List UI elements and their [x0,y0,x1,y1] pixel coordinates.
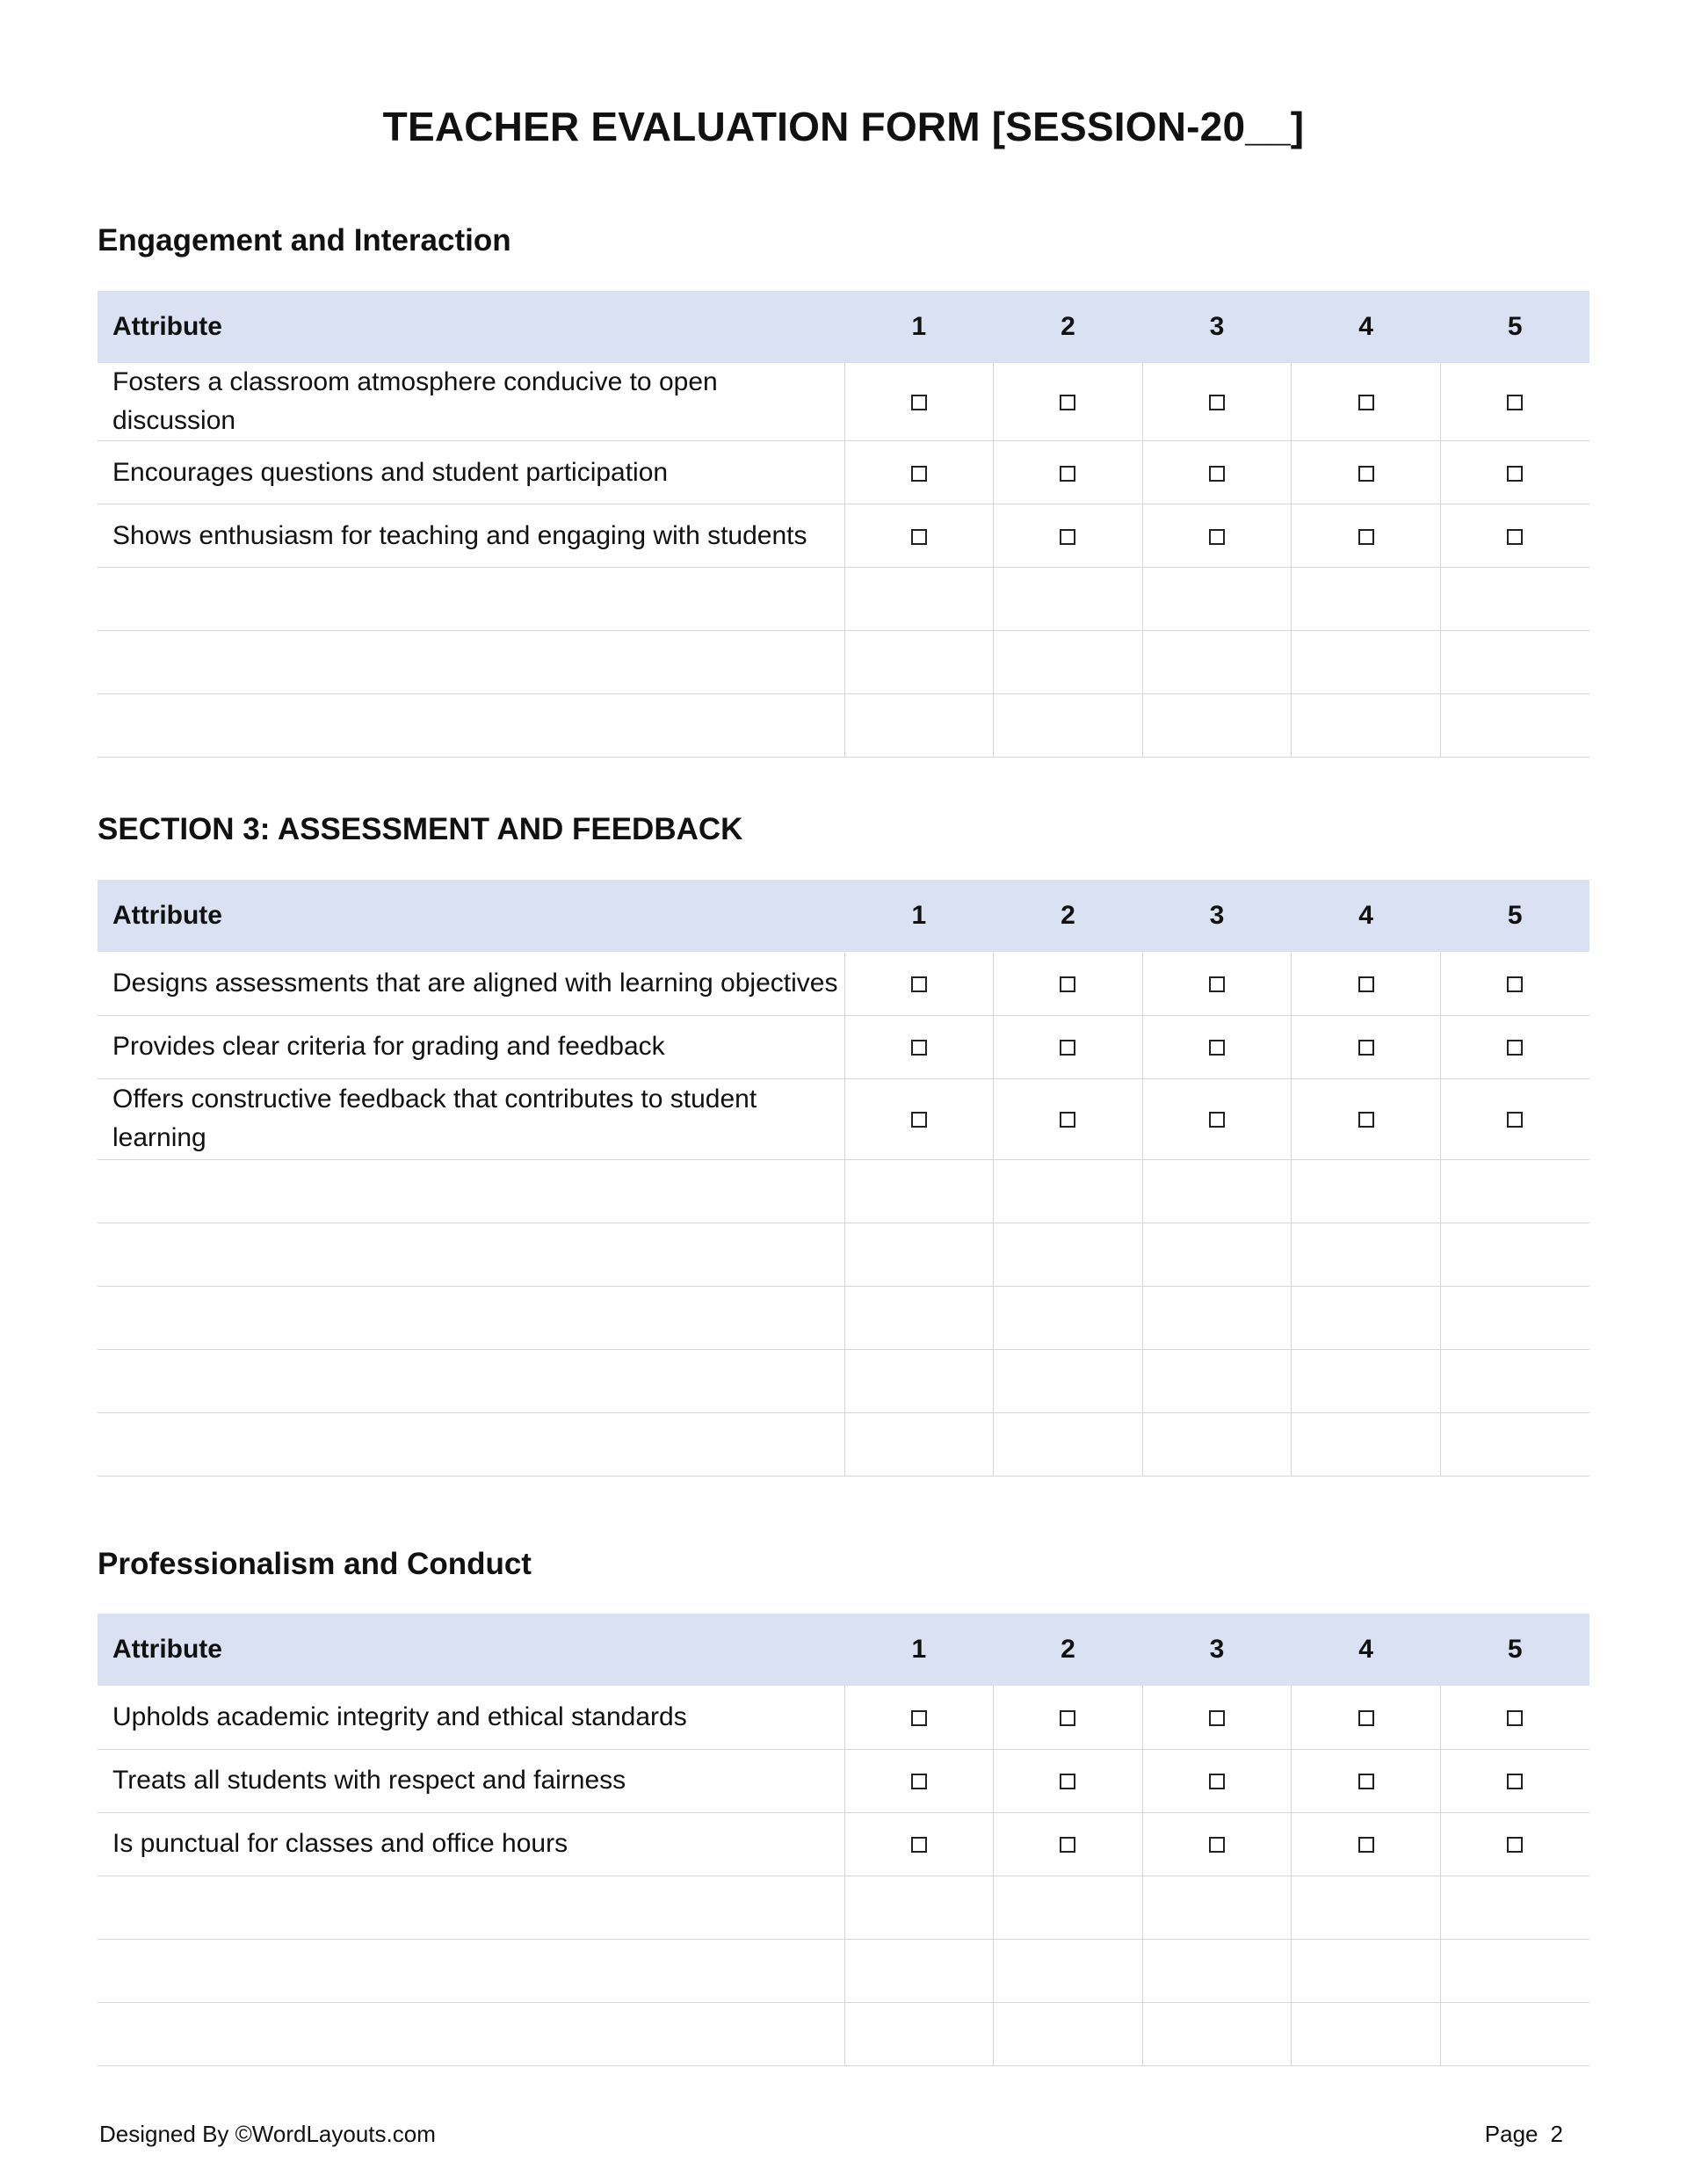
rating-4-cell [1292,1015,1441,1078]
rating-3-checkbox[interactable] [1209,1837,1225,1853]
rating-3-header: 3 [1209,1635,1225,1664]
rating-2-checkbox[interactable] [1060,1774,1075,1789]
rating-3-header: 3 [1209,312,1225,341]
attribute-text: Is punctual for classes and office hours [112,1829,568,1858]
empty-row [98,1286,1589,1349]
attribute-text: Offers constructive feedback that contributes to student learning [112,1085,757,1152]
rating-4-checkbox[interactable] [1358,529,1374,545]
table-row [98,1812,1589,1876]
empty-cell [1142,1939,1292,2002]
rating-4-cell [1292,952,1441,1015]
empty-cell [1440,1349,1589,1412]
empty-cell [1440,1939,1589,2002]
empty-attribute-cell[interactable] [98,1876,844,1939]
rating-2-cell [994,441,1143,504]
attribute-text: Provides clear criteria for grading and feedback [112,1032,665,1061]
rating-4-checkbox[interactable] [1358,1040,1374,1056]
rating-2-cell [994,952,1143,1015]
rating-5-cell [1440,1078,1589,1159]
rating-5-checkbox[interactable] [1507,1837,1523,1853]
rating-5-cell [1440,363,1589,441]
rating-1-checkbox[interactable] [911,1837,927,1853]
rating-1-checkbox[interactable] [911,1112,927,1128]
page-label: Page [1484,2121,1539,2147]
empty-cell [1292,1349,1441,1412]
attribute-column-header: Attribute [112,312,222,341]
table-row [98,363,1589,441]
empty-cell [994,1223,1143,1286]
empty-cell [1142,1876,1292,1939]
rating-1-checkbox[interactable] [911,976,927,992]
table-header-row [98,880,1589,952]
empty-cell [1142,1412,1292,1476]
rating-3-cell [1142,1686,1292,1749]
rating-2-header: 2 [1061,312,1075,341]
empty-cell [844,1412,994,1476]
rating-3-header: 3 [1209,901,1225,930]
empty-row [98,631,1589,694]
empty-cell [1440,1159,1589,1223]
empty-cell [1292,694,1441,758]
rating-1-cell [844,1812,994,1876]
assessment-table [98,880,1589,1477]
empty-cell [1292,1159,1441,1223]
rating-2-checkbox[interactable] [1060,1112,1075,1128]
rating-5-cell [1440,1686,1589,1749]
professionalism-table [98,1614,1589,2066]
empty-cell [844,1876,994,1939]
rating-1-cell [844,1749,994,1812]
empty-cell [1142,1223,1292,1286]
rating-4-header: 4 [1358,901,1373,930]
empty-row [98,1876,1589,1939]
form-title: TEACHER EVALUATION FORM [SESSION-20__] [382,104,1305,149]
rating-4-cell [1292,1812,1441,1876]
rating-1-cell [844,504,994,568]
rating-5-cell [1440,1812,1589,1876]
rating-3-checkbox[interactable] [1209,976,1225,992]
rating-3-cell [1142,1015,1292,1078]
empty-attribute-cell[interactable] [98,1412,844,1476]
table-row [98,1015,1589,1078]
empty-cell [994,694,1143,758]
section-heading-assessment: SECTION 3: ASSESSMENT AND FEEDBACK [98,812,743,846]
rating-1-header: 1 [911,312,927,341]
rating-1-cell [844,363,994,441]
empty-cell [844,2002,994,2065]
rating-1-header: 1 [911,1635,927,1664]
empty-attribute-cell[interactable] [98,1223,844,1286]
rating-3-checkbox[interactable] [1209,1710,1225,1726]
empty-cell [1142,1349,1292,1412]
rating-3-cell [1142,1812,1292,1876]
rating-2-cell [994,363,1143,441]
rating-3-cell [1142,1749,1292,1812]
empty-cell [1292,1876,1441,1939]
rating-5-checkbox[interactable] [1507,1710,1523,1726]
rating-3-cell [1142,1078,1292,1159]
empty-row [98,1159,1589,1223]
attribute-text: Encourages questions and student participation [112,457,669,487]
rating-4-cell [1292,1749,1441,1812]
section-heading-engagement: Engagement and Interaction [98,223,511,258]
engagement-table [98,291,1589,758]
empty-cell [994,2002,1143,2065]
rating-2-checkbox[interactable] [1060,1040,1075,1056]
empty-cell [994,1286,1143,1349]
empty-cell [1292,1939,1441,2002]
rating-2-checkbox[interactable] [1060,395,1075,410]
rating-5-cell [1440,952,1589,1015]
empty-cell [844,1223,994,1286]
rating-2-cell [994,1078,1143,1159]
rating-2-header: 2 [1061,901,1075,930]
empty-cell [1440,1223,1589,1286]
rating-5-cell [1440,1015,1589,1078]
empty-cell [844,1349,994,1412]
rating-2-cell [994,504,1143,568]
rating-4-cell [1292,441,1441,504]
attribute-text: Upholds academic integrity and ethical standards [112,1701,687,1731]
rating-2-checkbox[interactable] [1060,1837,1075,1853]
empty-cell [994,1349,1143,1412]
rating-1-checkbox[interactable] [911,529,927,545]
empty-cell [994,631,1143,694]
attribute-text: Fosters a classroom atmosphere conducive to open discussion [112,367,718,435]
rating-3-checkbox[interactable] [1209,1774,1225,1789]
empty-cell [994,1939,1143,2002]
empty-cell [1292,1286,1441,1349]
rating-5-checkbox[interactable] [1507,1774,1523,1789]
rating-2-checkbox[interactable] [1060,976,1075,992]
rating-4-checkbox[interactable] [1358,976,1374,992]
rating-2-checkbox[interactable] [1060,1710,1075,1726]
empty-cell [844,631,994,694]
rating-2-checkbox[interactable] [1060,529,1075,545]
rating-4-cell [1292,504,1441,568]
table-header-row [98,1614,1589,1686]
attribute-text: Designs assessments that are aligned with learning objectives [112,968,838,998]
rating-5-checkbox[interactable] [1507,395,1523,410]
empty-cell [1142,1286,1292,1349]
rating-4-cell [1292,1078,1441,1159]
rating-3-cell [1142,952,1292,1015]
rating-3-checkbox[interactable] [1209,1112,1225,1128]
rating-2-cell [994,1812,1143,1876]
table-row [98,504,1589,568]
rating-3-cell [1142,363,1292,441]
empty-attribute-cell[interactable] [98,2002,844,2065]
rating-5-checkbox[interactable] [1507,529,1523,545]
attribute-column-header: Attribute [112,901,222,930]
table-header-row [98,291,1589,363]
rating-1-checkbox[interactable] [911,466,927,482]
attribute-column-header: Attribute [112,1635,222,1664]
rating-4-checkbox[interactable] [1358,1774,1374,1789]
empty-cell [1292,1412,1441,1476]
table-row [98,1686,1589,1749]
rating-3-checkbox[interactable] [1209,466,1225,482]
rating-2-header: 2 [1061,1635,1075,1664]
empty-row [98,1349,1589,1412]
empty-row [98,2002,1589,2065]
section-heading-professionalism: Professionalism and Conduct [98,1547,532,1581]
page-number [1485,2118,1563,2150]
empty-cell [1440,631,1589,694]
rating-5-checkbox[interactable] [1507,1112,1523,1128]
rating-4-cell [1292,1686,1441,1749]
rating-1-header: 1 [911,901,927,930]
rating-4-header: 4 [1358,312,1373,341]
rating-5-cell [1440,1749,1589,1812]
empty-attribute-cell[interactable] [98,1939,844,2002]
rating-3-cell [1142,441,1292,504]
empty-cell [1440,2002,1589,2065]
empty-cell [1440,568,1589,631]
rating-4-checkbox[interactable] [1358,1710,1374,1726]
empty-row [98,1412,1589,1476]
empty-cell [1142,2002,1292,2065]
empty-row [98,568,1589,631]
rating-4-header: 4 [1358,1635,1373,1664]
rating-5-header: 5 [1507,312,1523,341]
rating-4-checkbox[interactable] [1358,1837,1374,1853]
empty-cell [844,1939,994,2002]
empty-row [98,1939,1589,2002]
empty-attribute-cell[interactable] [98,1349,844,1412]
empty-cell [1142,631,1292,694]
rating-2-cell [994,1749,1143,1812]
rating-5-checkbox[interactable] [1507,466,1523,482]
rating-1-cell [844,1015,994,1078]
empty-attribute-cell[interactable] [98,1286,844,1349]
empty-cell [1440,1412,1589,1476]
table-row [98,1749,1589,1812]
empty-attribute-cell[interactable] [98,568,844,631]
empty-cell [1292,631,1441,694]
empty-cell [1292,2002,1441,2065]
empty-attribute-cell[interactable] [98,631,844,694]
empty-cell [844,694,994,758]
empty-cell [1292,568,1441,631]
attribute-text: Treats all students with respect and fairness [112,1766,626,1795]
rating-4-checkbox[interactable] [1358,466,1374,482]
table-row [98,1078,1589,1159]
empty-cell [1440,1286,1589,1349]
rating-2-cell [994,1686,1143,1749]
empty-cell [1142,694,1292,758]
rating-5-header: 5 [1507,901,1523,930]
rating-4-checkbox[interactable] [1358,395,1374,410]
attribute-text: Shows enthusiasm for teaching and engaging with students [112,520,807,550]
rating-5-header: 5 [1507,1635,1523,1664]
empty-cell [1142,1159,1292,1223]
rating-1-cell [844,441,994,504]
rating-1-checkbox[interactable] [911,1040,927,1056]
empty-cell [1142,568,1292,631]
empty-cell [1440,694,1589,758]
rating-3-checkbox[interactable] [1209,1040,1225,1056]
empty-cell [844,1159,994,1223]
rating-3-checkbox[interactable] [1209,529,1225,545]
rating-5-checkbox[interactable] [1507,1040,1523,1056]
empty-attribute-cell[interactable] [98,694,844,758]
rating-5-cell [1440,441,1589,504]
rating-1-checkbox[interactable] [911,395,927,410]
rating-1-cell [844,1078,994,1159]
empty-row [98,1223,1589,1286]
empty-cell [844,1286,994,1349]
rating-4-checkbox[interactable] [1358,1112,1374,1128]
rating-3-checkbox[interactable] [1209,395,1225,410]
table-row [98,952,1589,1015]
rating-2-checkbox[interactable] [1060,466,1075,482]
rating-1-cell [844,952,994,1015]
empty-row [98,694,1589,758]
empty-cell [994,568,1143,631]
rating-3-cell [1142,504,1292,568]
rating-5-cell [1440,504,1589,568]
page-number-value: 2 [1550,2121,1563,2147]
footer-credit: Designed By ©WordLayouts.com [99,2121,436,2147]
rating-1-checkbox[interactable] [911,1774,927,1789]
rating-4-cell [1292,363,1441,441]
table-row [98,441,1589,504]
rating-5-checkbox[interactable] [1507,976,1523,992]
empty-cell [844,568,994,631]
rating-2-cell [994,1015,1143,1078]
empty-attribute-cell[interactable] [98,1159,844,1223]
empty-cell [1292,1223,1441,1286]
rating-1-checkbox[interactable] [911,1710,927,1726]
empty-cell [994,1159,1143,1223]
rating-1-cell [844,1686,994,1749]
empty-cell [1440,1876,1589,1939]
empty-cell [994,1412,1143,1476]
empty-cell [994,1876,1143,1939]
